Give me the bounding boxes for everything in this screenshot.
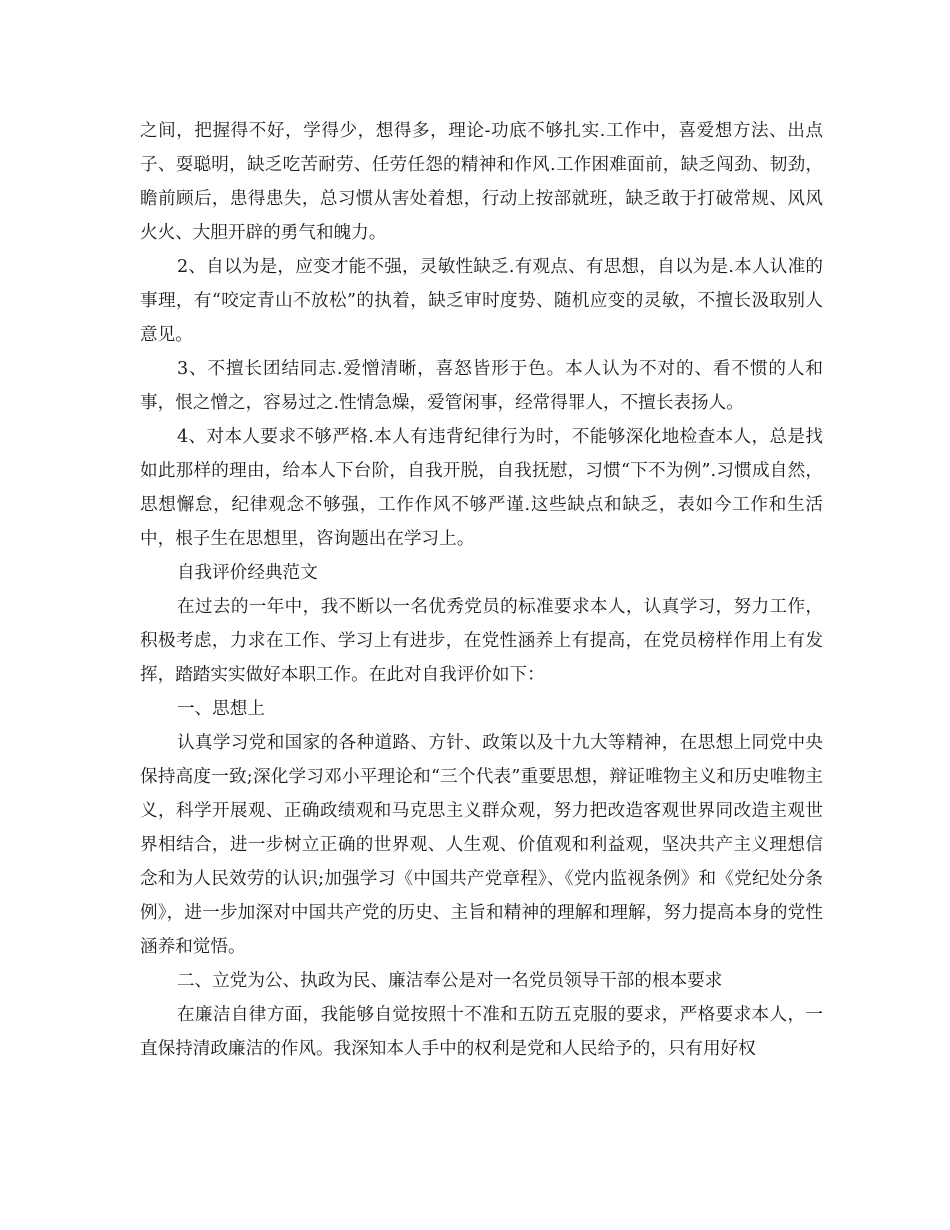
paragraph-item-4: 4、对本人要求不够严格.本人有违背纪律行为时，不能够深化地检查本人，总是找如此那样的理由，给本人下台阶，自我开脱，自我抚慰，习惯“下不为例”.习惯成自然，思想懈怠，纪律观念不够强，工作作风不够严谨.这些缺点和缺乏，表如今工作和生活中，根子生在思想里，咨询题出在学习上。 xyxy=(140,427,823,549)
paragraph-thought: 认真学习党和国家的各种道路、方针、政策以及十九大等精神，在思想上同党中央保持高度一致;深化学习邓小平理论和“三个代表”重要思想，辩证唯物主义和历史唯物主义，科学开展观、正确政绩观和马克思主义群众观，努力把改造客观世界同改造主观世界相结合，进一步树立正确的世界观、人生观、价值观和利益观，坚决共产主义理想信念和为人民效劳的认识;加强学习《中国共产党章程》、《党内监视条例》和《党纪处分条例》，进一步加深对中国共产党的历史、主旨和精神的理解和理解，努力提高本身的党性涵养和觉悟。 xyxy=(140,733,823,957)
paragraph-continuation: 之间，把握得不好，学得少，想得多，理论-功底不够扎实.工作中，喜爱想方法、出点子、耍聪明，缺乏吃苦耐劳、任劳任怨的精神和作风.工作困难面前，缺乏闯劲、韧劲，瞻前顾后，患得患失，总习惯从害处着想，行动上按部就班，缺乏敢于打破常规、风风火火、大胆开辟的勇气和魄力。 xyxy=(140,121,823,243)
document-body xyxy=(140,114,823,1066)
section-heading-sample: 自我评价经典范文 xyxy=(176,563,318,583)
paragraph-intro: 在过去的一年中，我不断以一名优秀党员的标准要求本人，认真学习，努力工作，积极考虑，力求在工作、学习上有进步，在党性涵养上有提高，在党员榜样作用上有发挥，踏踏实实做好本职工作。在此对自我评价如下： xyxy=(140,597,823,685)
paragraph-integrity: 在廉洁自律方面，我能够自觉按照十不准和五防五克服的要求，严格要求本人，一直保持清政廉洁的作风。我深知本人手中的权利是党和人民给予的，只有用好权 xyxy=(140,1005,823,1059)
paragraph-item-2: 2、自以为是，应变才能不强，灵敏性缺乏.有观点、有思想，自以为是.本人认准的事理，有“咬定青山不放松”的执着，缺乏审时度势、随机应变的灵敏，不擅长汲取别人意见。 xyxy=(140,257,823,345)
section-heading-thought: 一、思想上 xyxy=(176,699,265,719)
paragraph-item-3: 3、不擅长团结同志.爱憎清晰，喜怒皆形于色。本人认为不对的、看不惯的人和事，恨之憎之，容易过之.性情急燥，爱管闲事，经常得罪人，不擅长表扬人。 xyxy=(140,359,823,413)
section-heading-integrity: 二、立党为公、执政为民、廉洁奉公是对一名党员领导干部的根本要求 xyxy=(176,971,723,991)
